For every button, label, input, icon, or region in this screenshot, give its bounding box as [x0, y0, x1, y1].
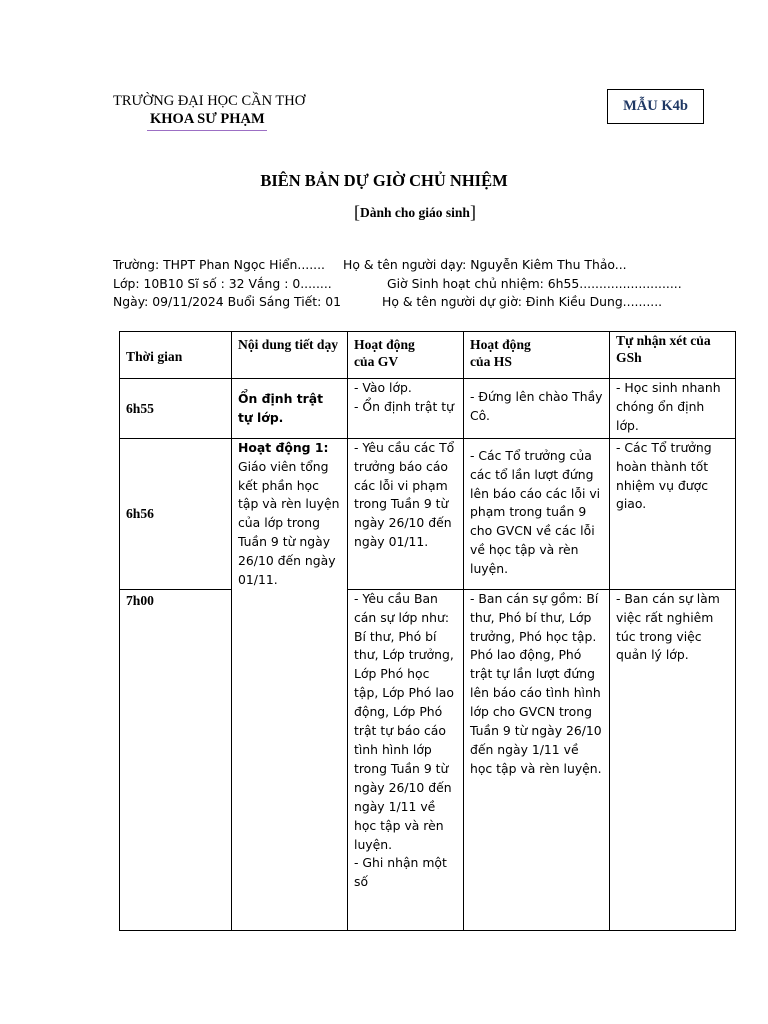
row3-gv-line1: - Yêu cầu Ban cán sự lớp như: Bí thư, Phó bí thư, Lớp trưởng, Lớp Phó học tập, Lớp Phó lao động, Lớp Phó trật tự báo cáo tình hình lớp trong Tuần 9 từ ngày 26/10 đến ngày 1/11 về học tập và rèn luyện. — [354, 590, 454, 852]
school-name: TRƯỜNG ĐẠI HỌC CẦN THƠ — [113, 93, 306, 109]
row1-gv — [348, 379, 464, 439]
header-hs — [464, 332, 610, 379]
row2-hs: - Các Tổ trưởng của các tổ lần lượt đứng lên báo cáo các lỗi vi phạm trong tuần 9 cho GVCN về các lỗi về học tập và rèn luyện. — [464, 438, 610, 589]
row3-hs: - Ban cán sự gồm: Bí thư, Phó bí thư, Lớp trưởng, Phó học tập. Phó lao động, Phó trật tự lần lượt đứng lên báo cáo tình hình lớp cho GVCN trong Tuần 9 từ ngày 26/10 đến ngày 1/11 về học tập và rèn luyện. — [464, 589, 610, 930]
row2-content-title: Hoạt động 1: — [238, 439, 329, 455]
faculty-name: KHOA SƯ PHẠM — [150, 111, 265, 127]
subtitle-open-bracket: [ — [354, 202, 361, 222]
form-code-box — [607, 89, 704, 124]
row3-gv — [348, 589, 464, 930]
table-row — [120, 589, 736, 930]
subtitle-text: Dành cho giáo sinh — [360, 205, 470, 220]
header-gv — [348, 332, 464, 379]
row3-review: - Ban cán sự làm việc rất nghiêm túc trong việc quản lý lớp. — [610, 589, 736, 930]
header-hs-line2: của HS — [470, 354, 512, 369]
info-class: Lớp: 10B10 Sĩ số : 32 Vắng : 0........ — [113, 276, 332, 291]
header-hs-line1: Hoạt động — [470, 337, 531, 352]
row1-hs: - Đứng lên chào Thầy Cô. — [464, 379, 610, 439]
observation-table — [119, 331, 736, 931]
info-date: Ngày: 09/11/2024 Buổi Sáng Tiết: 01 — [113, 294, 342, 309]
info-session-time: Giờ Sinh hoạt chủ nhiệm: 6h55.......................... — [387, 276, 682, 291]
row2-content-body: Giáo viên tổng kết phần học tập và rèn luyện của lớp trong Tuần 9 từ ngày 26/10 đến ngày 01/11. — [238, 458, 340, 588]
row2-gv: - Yêu cầu các Tổ trưởng báo cáo các lỗi vi phạm trong Tuần 9 từ ngày 26/10 đến ngày 01/11. — [348, 438, 464, 589]
form-code: MẪU K4b — [623, 98, 688, 114]
info-school: Trường: THPT Phan Ngọc Hiển....... — [113, 257, 325, 272]
row1-content-title: Ổn định trật tự lớp. — [238, 391, 324, 426]
faculty-underline — [147, 130, 267, 131]
document-title: BIÊN BẢN DỰ GIỜ CHỦ NHIỆM — [260, 171, 508, 190]
info-teacher: Họ & tên người dạy: Nguyễn Kiêm Thu Thảo... — [343, 257, 627, 272]
row1-review: - Học sinh nhanh chóng ổn định lớp. — [610, 379, 736, 439]
row3-gv-line2: - Ghi nhận một số — [354, 855, 447, 890]
table-header-row — [120, 332, 736, 379]
row1-time: 6h55 — [120, 379, 232, 439]
header-content: Nội dung tiết dạy — [232, 332, 348, 379]
table-row — [120, 379, 736, 439]
subtitle-close-bracket: ] — [469, 202, 476, 222]
row3-time: 7h00 — [120, 589, 232, 930]
header-time: Thời gian — [120, 332, 232, 379]
header-gv-line2: của GV — [354, 354, 399, 369]
header-review: Tự nhận xét của GSh — [610, 332, 736, 379]
header-gv-line1: Hoạt động — [354, 337, 415, 352]
document-subtitle — [0, 202, 768, 223]
table-row — [120, 438, 736, 589]
row1-gv-line1: - Vào lớp. — [354, 380, 412, 395]
row1-content — [232, 379, 348, 439]
row2-review: - Các Tổ trưởng hoàn thành tốt nhiệm vụ được giao. — [610, 438, 736, 589]
row2-content — [232, 438, 348, 930]
row1-gv-line2: - Ổn định trật tự — [354, 398, 454, 414]
row2-time: 6h56 — [120, 438, 232, 589]
info-observer: Họ & tên người dự giờ: Đinh Kiều Dung.......... — [382, 294, 663, 309]
